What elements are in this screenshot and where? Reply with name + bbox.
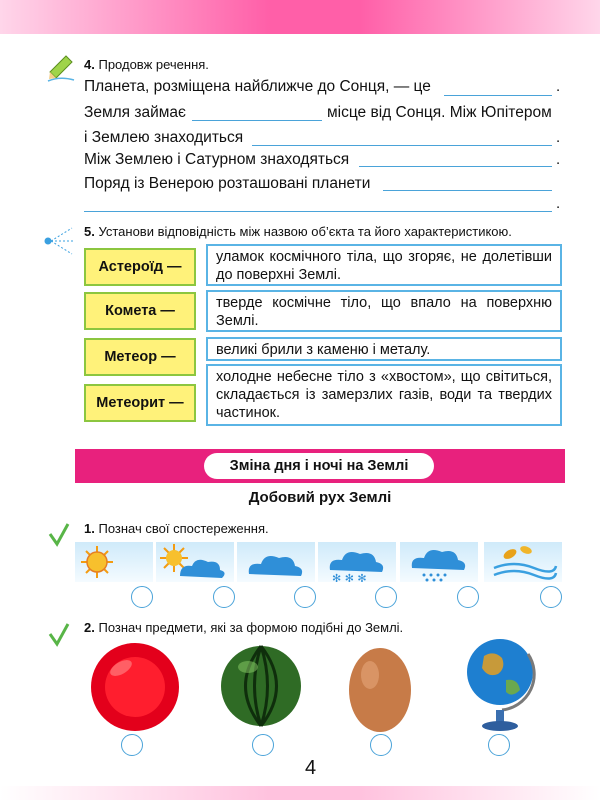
wind-leaves-icon (484, 542, 562, 582)
task5-title (84, 224, 512, 239)
sun-icon (75, 542, 153, 582)
checkmark-icon (48, 522, 70, 548)
task1-number: 1. (84, 521, 95, 536)
sun-cloud-icon (156, 542, 234, 582)
task4-title (84, 57, 209, 72)
answer-blank-6[interactable] (84, 211, 552, 212)
observation-checkbox-4[interactable] (375, 586, 397, 608)
globe-image (462, 634, 542, 734)
description-3[interactable]: великі брили з каменю і металу. (206, 337, 562, 361)
sentence-3: і Землею знаходиться (84, 129, 244, 146)
top-decor-bar (0, 0, 600, 34)
sentence-2a: Земля займає (84, 104, 186, 121)
observation-checkbox-5[interactable] (457, 586, 479, 608)
shape-checkbox-globe[interactable] (488, 734, 510, 756)
shape-checkbox-egg[interactable] (370, 734, 392, 756)
egg-image (345, 640, 415, 734)
answer-blank-4[interactable] (359, 166, 552, 167)
weather-tile-hail (400, 542, 478, 582)
task4-instruction: Продовж речення. (98, 57, 209, 72)
snow-cloud-icon (318, 542, 396, 582)
shape-checkbox-plate[interactable] (121, 734, 143, 756)
dot-1: . (556, 78, 561, 95)
answer-blank-5[interactable] (383, 190, 552, 191)
observation-checkbox-2[interactable] (213, 586, 235, 608)
observation-checkbox-1[interactable] (131, 586, 153, 608)
task5-number: 5. (84, 224, 95, 239)
shape-checkbox-watermelon[interactable] (252, 734, 274, 756)
weather-tile-snow (318, 542, 396, 582)
term-asteroid[interactable]: Астероїд — (84, 248, 196, 286)
answer-blank-1[interactable] (444, 95, 552, 96)
task5-instruction: Установи відповідність між назвою об’єкта та його характеристикою. (98, 224, 512, 239)
checkmark-icon (48, 622, 70, 648)
section-subtitle: Добовий рух Землі (248, 489, 392, 506)
cloud-icon (237, 542, 315, 582)
task1-title (84, 521, 269, 536)
dot-3: . (556, 129, 561, 146)
term-meteor[interactable]: Метеор — (84, 338, 196, 376)
answer-blank-2[interactable] (192, 120, 322, 121)
pencil-icon (46, 52, 76, 82)
svg-text:✻ ✻ ✻: ✻ ✻ ✻ (332, 572, 367, 582)
weather-tile-wind (484, 542, 562, 582)
task2-instruction: Познач предмети, які за формою подібні до Землі. (98, 620, 404, 635)
term-comet[interactable]: Комета — (84, 292, 196, 330)
red-plate-image (88, 640, 182, 734)
task2-title (84, 620, 403, 635)
task2-number: 2. (84, 620, 95, 635)
description-4[interactable]: холодне небесне тіло з «хвостом», що світиться, складається із замерзлих газів, води та твердих частинок. (206, 364, 562, 426)
section-title: Зміна дня і ночі на Землі (204, 453, 434, 479)
term-meteorite[interactable]: Метеорит — (84, 384, 196, 422)
dot-6: . (556, 195, 561, 212)
description-1[interactable]: уламок космічного тіла, що згоряє, не долетівши до поверхні Землі. (206, 244, 562, 286)
task1-instruction: Познач свої спостереження. (98, 521, 269, 536)
dot-4: . (556, 151, 561, 168)
weather-tile-sun-cloud (156, 542, 234, 582)
watermelon-image (218, 643, 304, 729)
page-number: 4 (305, 757, 317, 779)
hail-cloud-icon (400, 542, 478, 582)
observation-checkbox-3[interactable] (294, 586, 316, 608)
bottom-decor-bar (0, 786, 600, 800)
answer-blank-3[interactable] (252, 145, 552, 146)
weather-tile-cloud (237, 542, 315, 582)
sentence-1: Планета, розміщена найближче до Сонця, — це (84, 78, 431, 95)
sentence-2b: місце від Сонця. Між Юпітером (327, 104, 552, 121)
match-arrows-icon (42, 222, 78, 260)
sentence-4: Між Землею і Сатурном знаходяться (84, 151, 350, 168)
observation-checkbox-6[interactable] (540, 586, 562, 608)
sentence-5: Поряд із Венерою розташовані планети (84, 175, 371, 192)
description-2[interactable]: тверде космічне тіло, що впало на поверхню Землі. (206, 290, 562, 332)
weather-tile-sun (75, 542, 153, 582)
task4-number: 4. (84, 57, 95, 72)
